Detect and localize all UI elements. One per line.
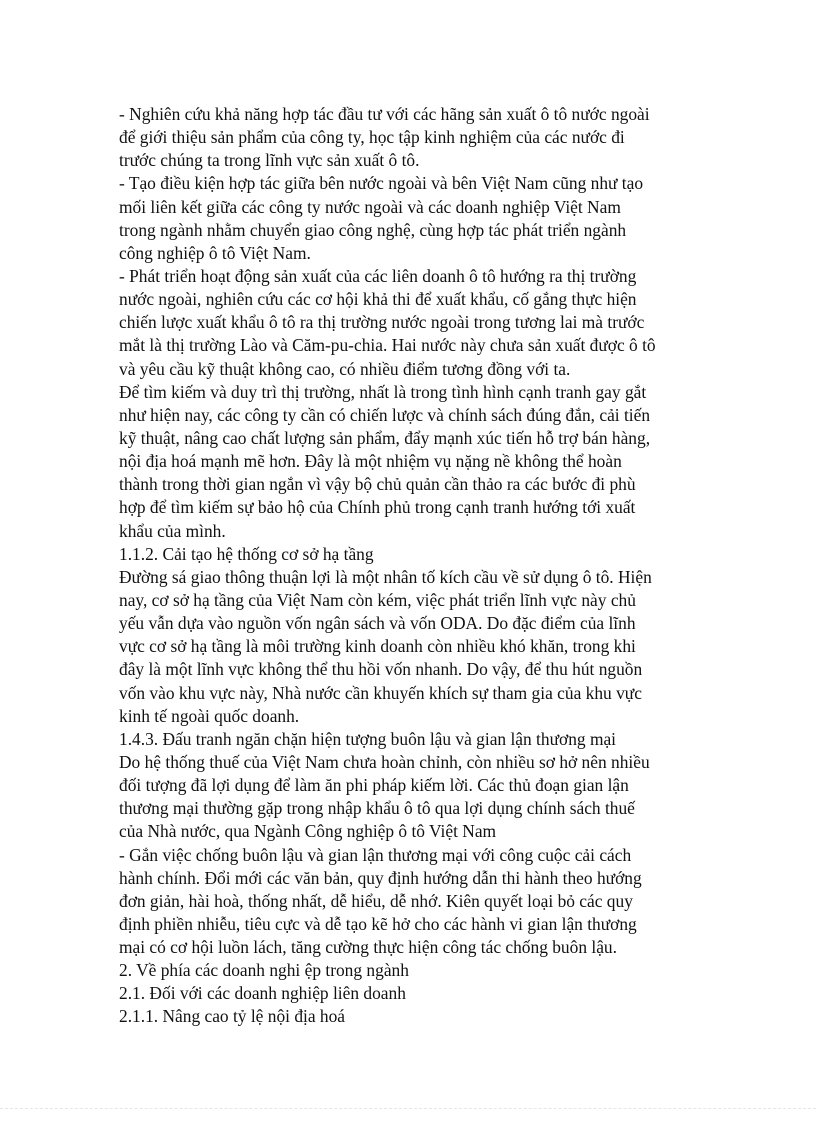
text-line: và yêu cầu kỹ thuật không cao, có nhiều điểm tương đồng với ta. (119, 358, 571, 379)
text-line: của Nhà nước, qua Ngành Công nghiệp ô tô Việt Nam (119, 821, 497, 842)
text-line: hợp để tìm kiếm sự bảo hộ của Chính phủ trong cạnh tranh hướng tới xuất (119, 497, 636, 518)
text-line: thành trong thời gian ngắn vì vậy bộ chủ quản cần thảo ra các bước đi phù (119, 474, 636, 495)
text-line: vốn vào khu vực này, Nhà nước cần khuyến khích sự tham gia của khu vực (119, 682, 642, 703)
text-line: mại có cơ hội luồn lách, tăng cường thực hiện công tác chống buôn lậu. (119, 937, 617, 958)
text-line: 1.1.2. Cải tạo hệ thống cơ sở hạ tầng (119, 543, 374, 564)
text-line: 2. Về phía các doanh nghi ệp trong ngành (119, 960, 409, 981)
text-line: đây là một lĩnh vực không thể thu hồi vốn nhanh. Do vậy, để thu hút nguồn (119, 659, 643, 680)
text-line: vực cơ sở hạ tầng là môi trường kinh doanh còn nhiều khó khăn, trong khi (119, 636, 636, 657)
text-line: trước chúng ta trong lĩnh vực sản xuất ô tô. (119, 150, 420, 171)
text-line: - Nghiên cứu khả năng hợp tác đầu tư với các hãng sản xuất ô tô nước ngoài (119, 104, 650, 124)
text-line: mắt là thị trường Lào và Căm-pu-chia. Hai nước này chưa sản xuất được ô tô (119, 335, 656, 356)
text-line: đơn giản, hài hoà, thống nhất, dễ hiểu, dễ nhớ. Kiên quyết loại bỏ các quy (119, 890, 633, 911)
text-line: như hiện nay, các công ty cần có chiến lược và chính sách đúng đắn, cải tiến (119, 404, 651, 425)
text-line: thương mại thường gặp trong nhập khẩu ô tô qua lợi dụng chính sách thuế (119, 798, 635, 819)
text-line: nội địa hoá mạnh mẽ hơn. Đây là một nhiệm vụ nặng nề không thể hoàn (119, 451, 622, 472)
text-line: Để tìm kiếm và duy trì thị trường, nhất là trong tình hình cạnh tranh gay gắt (119, 381, 647, 402)
text-line: Đường sá giao thông thuận lợi là một nhân tố kích cầu về sử dụng ô tô. Hiện (119, 566, 652, 587)
body-text (119, 103, 699, 1029)
text-line: 2.1.1. Nâng cao tỷ lệ nội địa hoá (119, 1006, 346, 1027)
text-line: khẩu của mình. (119, 520, 226, 541)
text-line: - Gắn việc chống buôn lậu và gian lận thương mại với công cuộc cải cách (119, 844, 632, 865)
text-line: hành chính. Đổi mới các văn bản, quy định hướng dẫn thi hành theo hướng (119, 867, 642, 888)
text-line: - Tạo điều kiện hợp tác giữa bên nước ngoài và bên Việt Nam cũng như tạo (119, 173, 644, 194)
text-line: - Phát triển hoạt động sản xuất của các liên doanh ô tô hướng ra thị trường (119, 265, 637, 286)
text-line: đối tượng đã lợi dụng để làm ăn phi pháp kiếm lời. Các thủ đoạn gian lận (119, 775, 629, 796)
text-line: kinh tế ngoài quốc doanh. (119, 705, 300, 726)
text-line: trong ngành nhằm chuyển giao công nghệ, cùng hợp tác phát triển ngành (119, 219, 627, 240)
text-line: công nghiệp ô tô Việt Nam. (119, 242, 311, 263)
text-line: mối liên kết giữa các công ty nước ngoài và các doanh nghiệp Việt Nam (119, 196, 621, 217)
page-bottom-divider (0, 1108, 816, 1109)
text-line: 2.1. Đối với các doanh nghiệp liên doanh (119, 983, 406, 1004)
text-line: kỹ thuật, nâng cao chất lượng sản phẩm, đẩy mạnh xúc tiến hỗ trợ bán hàng, (119, 427, 651, 448)
text-line: 1.4.3. Đấu tranh ngăn chặn hiện tượng buôn lậu và gian lận thương mại (119, 728, 617, 749)
text-line: nay, cơ sở hạ tầng của Việt Nam còn kém, việc phát triển lĩnh vực này chủ (119, 589, 636, 610)
text-line: chiến lược xuất khẩu ô tô ra thị trường nước ngoài trong tương lai mà trước (119, 312, 645, 333)
text-line: nước ngoài, nghiên cứu các cơ hội khả thi để xuất khẩu, cố gắng thực hiện (119, 289, 637, 310)
text-line: định phiền nhiễu, tiêu cực và dễ tạo kẽ hở cho các hành vi gian lận thương (119, 913, 637, 934)
text-line: Do hệ thống thuế của Việt Nam chưa hoàn chỉnh, còn nhiều sơ hở nên nhiều (119, 751, 650, 772)
text-line: để giới thiệu sản phẩm của công ty, học tập kinh nghiệm của các nước đi (119, 127, 625, 148)
text-line: yếu vẫn dựa vào nguồn vốn ngân sách và vốn ODA. Do đặc điểm của lĩnh (119, 613, 636, 634)
